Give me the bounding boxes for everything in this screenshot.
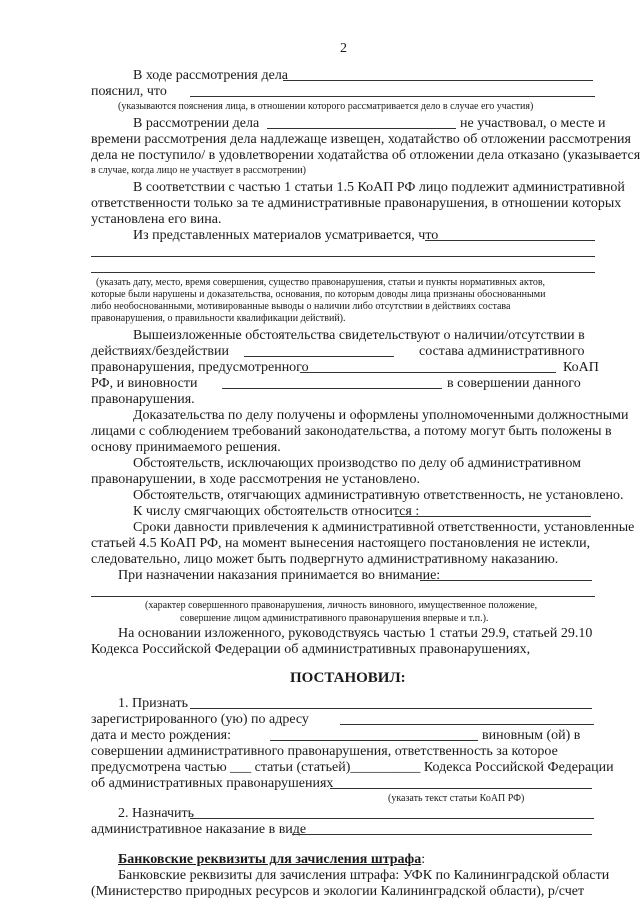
hint-line: совершение лицом административного правонарушения впервые и т.п.). bbox=[180, 613, 489, 624]
text-line: Доказательства по делу получены и оформлены уполномоченными должностными bbox=[133, 408, 629, 423]
hint-line: правонарушения, о правильности квалификации действий). bbox=[91, 313, 346, 324]
page-number: 2 bbox=[340, 41, 347, 56]
blank-field bbox=[244, 356, 394, 357]
text-line: административное наказание в виде bbox=[91, 822, 307, 837]
text-line: совершении административного правонарушения, ответственность за которое bbox=[91, 744, 558, 759]
text-line: дела не поступило/ в удовлетворении ходатайства об отложении дела отказано (указывается bbox=[91, 148, 640, 163]
text-line: установлена его вина. bbox=[91, 212, 222, 227]
section-heading-colon: : bbox=[421, 852, 426, 867]
blank-field bbox=[300, 372, 556, 373]
text-line: КоАП bbox=[563, 360, 599, 375]
text-line: пояснил, что bbox=[91, 84, 167, 99]
text-line: Вышеизложенные обстоятельства свидетельствуют о наличии/отсутствии в bbox=[133, 328, 585, 343]
blank-field bbox=[270, 740, 478, 741]
hint-line: (указать текст статьи КоАП РФ) bbox=[388, 793, 525, 804]
blank-field bbox=[91, 256, 595, 257]
text-line: РФ, и виновности bbox=[91, 376, 198, 391]
blank-field bbox=[91, 272, 595, 273]
blank-field bbox=[395, 516, 591, 517]
text-line: 2. Назначить bbox=[118, 806, 195, 821]
hint-line: (указать дату, место, время совершения, существо правонарушения, статьи и пункты нормативных актов, bbox=[96, 277, 546, 288]
text-line: В ходе рассмотрения дела bbox=[133, 68, 289, 83]
blank-field bbox=[190, 96, 595, 97]
text-line: правонарушении, в ходе рассмотрения не установлено. bbox=[91, 472, 420, 487]
text-line: Обстоятельств, исключающих производство по делу об административном bbox=[133, 456, 581, 471]
blank-field bbox=[420, 580, 592, 581]
text-line: виновным (ой) в bbox=[482, 728, 581, 743]
blank-field bbox=[222, 388, 442, 389]
text-line: в совершении данного bbox=[447, 376, 581, 391]
text-line: состава административного bbox=[419, 344, 585, 359]
text-line: Обстоятельств, отягчающих административную ответственность, не установлено. bbox=[133, 488, 624, 503]
blank-field bbox=[190, 818, 594, 819]
text-line: Сроки давности привлечения к административной ответственности, установленные bbox=[133, 520, 635, 535]
text-line: следовательно, лицо может быть подвергнуто административному наказанию. bbox=[91, 552, 559, 567]
text-line: На основании изложенного, руководствуясь частью 1 статьи 29.9, статьей 29.10 bbox=[118, 626, 593, 641]
blank-field bbox=[292, 834, 592, 835]
text-line: статьей 4.5 КоАП РФ, на момент вынесения настоящего постановления не истекли, bbox=[91, 536, 591, 551]
text-line: В рассмотрении дела bbox=[133, 116, 260, 131]
blank-field bbox=[91, 596, 595, 597]
text-line: (Министерство природных ресурсов и экологии Калининградской области), р/счет bbox=[91, 884, 585, 899]
text-line: В соответствии с частью 1 статьи 1.5 КоАП РФ лицо подлежит административной bbox=[133, 180, 625, 195]
text-line: Из представленных материалов усматривается, что bbox=[133, 228, 439, 243]
text-line: времени рассмотрения дела надлежаще извещен, ходатайство об отложении рассмотрения bbox=[91, 132, 631, 147]
text-line: зарегистрированного (ую) по адресу bbox=[91, 712, 309, 727]
text-line: При назначении наказания принимается во внимание: bbox=[118, 568, 441, 583]
blank-field bbox=[283, 80, 593, 81]
text-line: об административных правонарушениях bbox=[91, 776, 334, 791]
blank-field bbox=[340, 724, 594, 725]
text-line: основу принимаемого решения. bbox=[91, 440, 281, 455]
hint-line: в случае, когда лицо не участвует в рассмотрении) bbox=[91, 165, 306, 176]
text-line: ответственности только за те административные правонарушения, в отношении которых bbox=[91, 196, 622, 211]
hint-line: (характер совершенного правонарушения, личность виновного, имущественное положение, bbox=[145, 600, 538, 611]
text-line: К числу смягчающих обстоятельств относится : bbox=[133, 504, 420, 519]
blank-field bbox=[267, 128, 456, 129]
hint-line: (указываются пояснения лица, в отношении которого рассматривается дело в случае его участия) bbox=[118, 101, 534, 112]
blank-field bbox=[190, 708, 592, 709]
text-line: действиях/бездействии bbox=[91, 344, 229, 359]
text-line: Банковские реквизиты для зачисления штрафа: УФК по Калининградской области bbox=[118, 868, 610, 883]
text-line: 1. Признать bbox=[118, 696, 188, 711]
section-heading-text: Банковские реквизиты для зачисления штрафа bbox=[118, 852, 422, 867]
text-line: дата и место рождения: bbox=[91, 728, 232, 743]
blank-field bbox=[425, 240, 595, 241]
hint-line: которые были нарушены и доказательства, основания, по которым доводы лица признаны обоснованными bbox=[91, 289, 546, 300]
blank-field bbox=[330, 788, 592, 789]
hint-line: либо необоснованными, мотивированные выводы о наличии либо отсутствии в действиях состава bbox=[91, 301, 511, 312]
text-line: предусмотрена частью ___ статьи (статьей)__________ Кодекса Российской Федерации bbox=[91, 760, 614, 775]
section-title: ПОСТАНОВИЛ: bbox=[290, 670, 406, 686]
section-heading bbox=[118, 852, 425, 868]
text-line: Кодекса Российской Федерации об административных правонарушениях, bbox=[91, 642, 531, 657]
text-line: не участвовал, о месте и bbox=[460, 116, 606, 131]
text-line: лицами с соблюдением требований законодательства, а потому могут быть положены в bbox=[91, 424, 612, 439]
text-line: правонарушения. bbox=[91, 392, 195, 407]
text-line: правонарушения, предусмотренного bbox=[91, 360, 309, 375]
